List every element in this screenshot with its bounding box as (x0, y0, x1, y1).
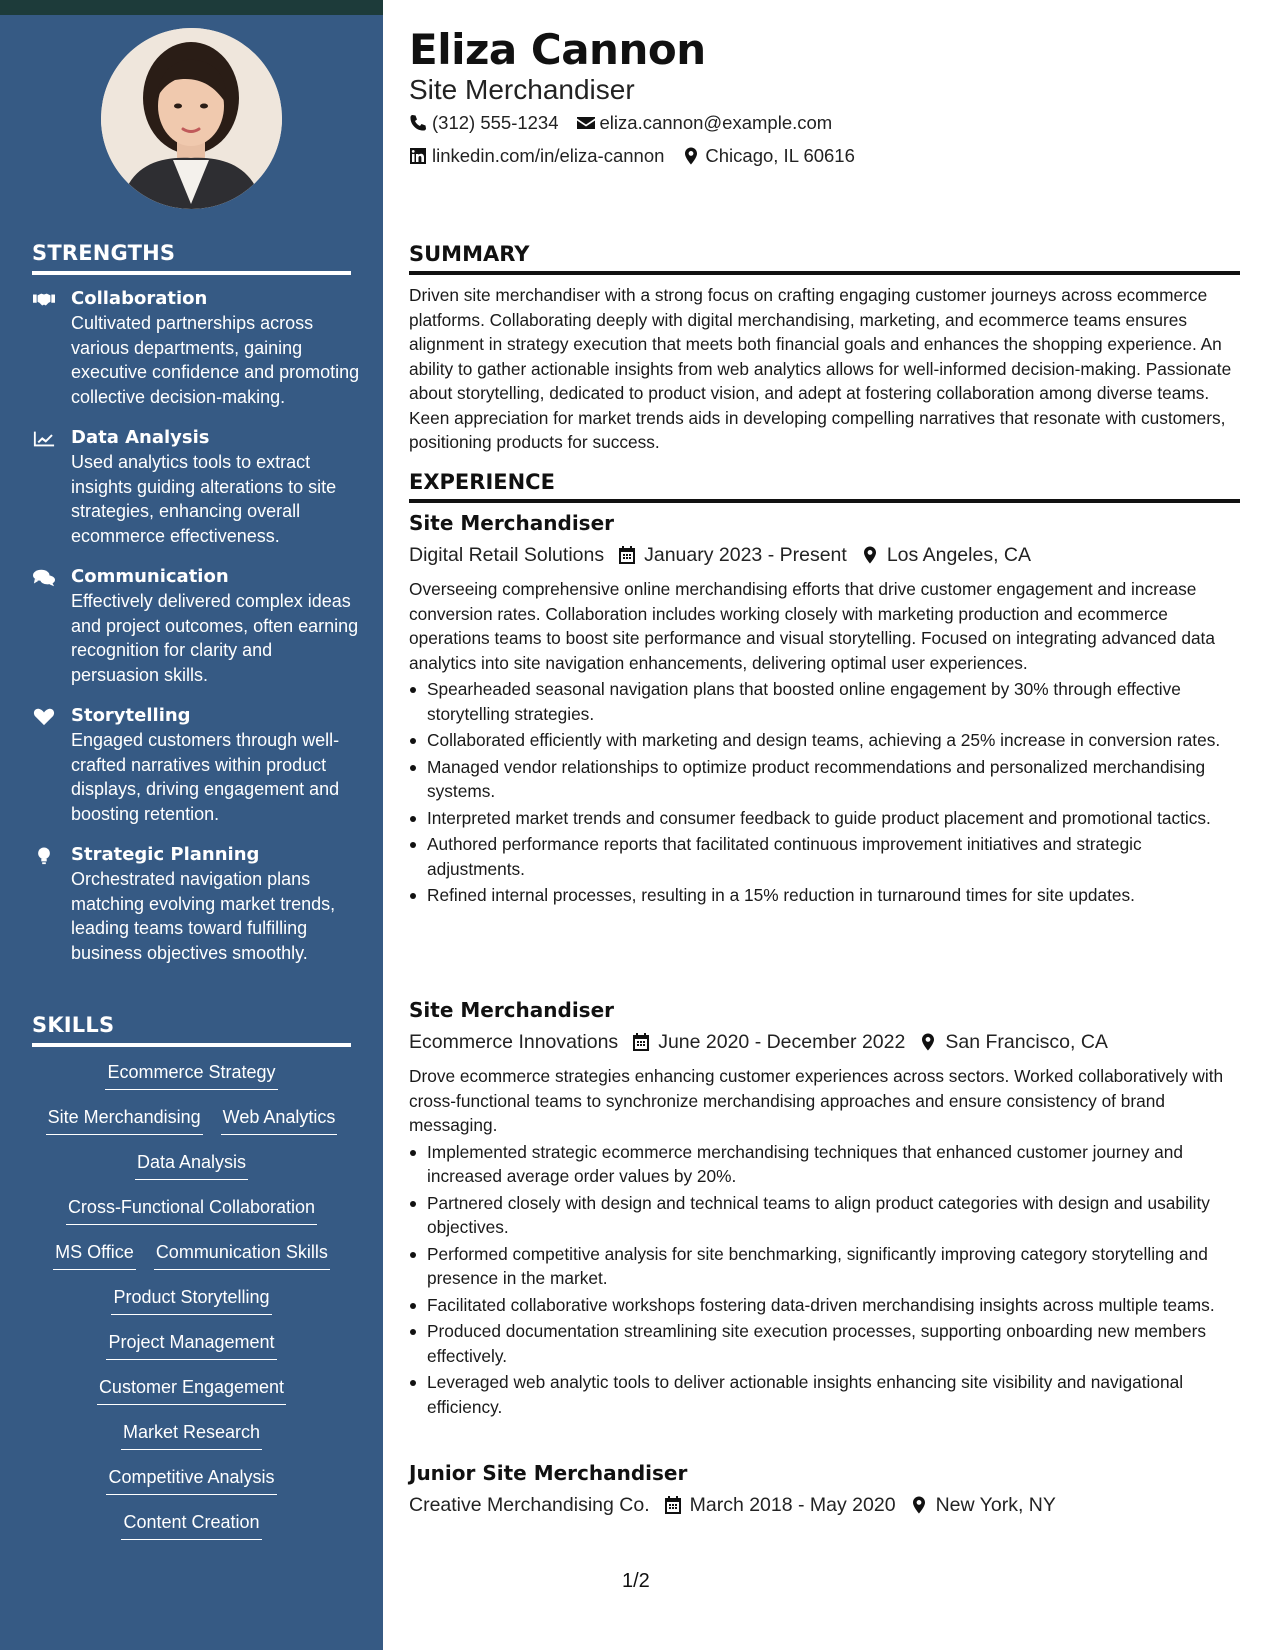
map-pin-icon (919, 1033, 937, 1051)
skill-tag: Market Research (121, 1420, 262, 1450)
contact-row (409, 112, 832, 134)
job-entry (409, 1460, 1240, 1520)
strengths-heading: STRENGTHS (32, 241, 351, 275)
list-item: Managed vendor relationships to optimize product recommendations and personalized merchandising systems. (409, 755, 1240, 804)
skill-tag: Web Analytics (221, 1105, 338, 1135)
map-pin-icon (861, 546, 879, 564)
location-text: New York, NY (935, 1494, 1056, 1516)
dates-text: March 2018 - May 2020 (689, 1494, 896, 1516)
dates-text: January 2023 - Present (644, 544, 847, 566)
list-item: Collaborated efficiently with marketing and design teams, achieving a 25% increase in conversion rates. (409, 728, 1240, 753)
list-item: Facilitated collaborative workshops fostering data-driven merchandising insights across multiple teams. (409, 1293, 1240, 1318)
strength-item (32, 287, 362, 409)
list-item: Interpreted market trends and consumer feedback to guide product placement and promotional tactics. (409, 806, 1240, 831)
job-title: Junior Site Merchandiser (409, 1461, 688, 1485)
job-company (409, 1027, 618, 1057)
job-description: Drove ecommerce strategies enhancing customer experiences across sectors. Worked collaboratively with cross-functional teams to synchronize merchandising approaches and ensure consistency of brand messaging. (409, 1066, 1224, 1135)
map-pin-icon (910, 1496, 928, 1514)
skill-tag: Content Creation (121, 1510, 261, 1540)
map-pin-icon (682, 147, 700, 165)
job-title: Site Merchandiser (409, 998, 615, 1022)
job-bullets (409, 1140, 1240, 1420)
company-text: Creative Merchandising Co. (409, 1494, 650, 1516)
list-item: Refined internal processes, resulting in a 15% reduction in turnaround times for site updates. (409, 883, 1240, 908)
skill-row (32, 1420, 351, 1465)
location-text: Chicago, IL 60616 (705, 145, 855, 166)
strength-title: Communication (71, 566, 229, 587)
strength-title: Storytelling (71, 705, 191, 726)
job-location (910, 1490, 1056, 1520)
lightbulb-icon (32, 846, 56, 866)
skill-row (32, 1195, 351, 1240)
list-item: Produced documentation streamlining site execution processes, supporting onboarding new members effectively. (409, 1319, 1240, 1368)
sidebar-top-band (0, 0, 383, 15)
company-text: Ecommerce Innovations (409, 1031, 619, 1053)
contact-linkedin[interactable] (409, 145, 664, 167)
strength-item (32, 843, 362, 965)
job-entry (409, 510, 1240, 910)
job-meta (409, 540, 1240, 570)
job-company (409, 1490, 650, 1520)
strength-item (32, 426, 362, 548)
skill-tag: Competitive Analysis (106, 1465, 276, 1495)
job-title: Site Merchandiser (409, 511, 615, 535)
company-text: Digital Retail Solutions (409, 544, 605, 566)
email-text[interactable]: eliza.cannon@example.com (599, 112, 833, 133)
heart-icon (32, 707, 56, 727)
skill-tag: Site Merchandising (46, 1105, 203, 1135)
summary-text: Driven site merchandiser with a strong focus on crafting engaging customer journeys across ecommerce platforms. Collaborating deeply with digital merchandising, marketing, and ecommerce teams ensures alignment in strategy execution that meets both financial goals and enhances the shopping experience. An ability to gather actionable insights from web analytics allows for well-informed decision-making. Passionate about storytelling, dedicated to product vision, and adept at fostering collaboration among diverse teams. Keen appreciation for market trends aids in developing compelling narratives that resonate with customers, positioning products for success. (409, 285, 1232, 452)
job-entry (409, 997, 1240, 1421)
job-meta (409, 1490, 1240, 1520)
skill-tag: Ecommerce Strategy (105, 1060, 277, 1090)
handshake-icon (32, 290, 56, 310)
location-text: San Francisco, CA (945, 1031, 1108, 1053)
skill-row (32, 1330, 351, 1375)
strength-description: Used analytics tools to extract insights guiding alterations to site strategies, enhancing overall ecommerce effectiveness. (71, 452, 337, 546)
contact-row (409, 145, 855, 167)
skill-row (32, 1510, 351, 1555)
skill-row (32, 1240, 351, 1285)
sidebar (0, 0, 383, 1650)
skill-row (32, 1465, 351, 1510)
comments-icon (32, 568, 56, 588)
job-company (409, 540, 604, 570)
job-location (861, 540, 1031, 570)
location-text: Los Angeles, CA (886, 544, 1031, 566)
page-number: 1/2 (622, 1570, 650, 1592)
calendar-icon (618, 546, 636, 564)
strength-description: Engaged customers through well-crafted narratives within product displays, driving engagement and boosting retention. (71, 730, 340, 824)
list-item: Leveraged web analytic tools to deliver actionable insights enhancing site visibility and navigational efficiency. (409, 1370, 1240, 1419)
strength-title: Data Analysis (71, 427, 210, 448)
strength-item (32, 565, 362, 687)
job-dates (618, 540, 847, 570)
strength-description: Orchestrated navigation plans matching evolving market trends, leading teams toward fulfilling business objectives smoothly. (71, 869, 336, 963)
job-description: Overseeing comprehensive online merchandising efforts that drive customer engagement and increase conversion rates. Collaboration includes working closely with marketing production and ecommerce operations teams to boost site performance and visual storytelling. Focused on integrating advanced data analytics into site navigation enhancements, delivering optimal user experiences. (409, 579, 1215, 673)
contact-location (682, 145, 854, 167)
strength-description: Effectively delivered complex ideas and project outcomes, often earning recognition for clarity and persuasion skills. (71, 591, 359, 685)
job-dates (632, 1027, 905, 1057)
list-item: Performed competitive analysis for site benchmarking, significantly improving category storytelling and presence in the market. (409, 1242, 1240, 1291)
calendar-icon (664, 1496, 682, 1514)
skill-tag: MS Office (53, 1240, 136, 1270)
contact-email[interactable] (577, 112, 833, 134)
skill-row (32, 1150, 351, 1195)
strengths-list (32, 287, 362, 982)
phone-text: (312) 555-1234 (432, 112, 559, 133)
job-dates (664, 1490, 896, 1520)
envelope-icon (577, 114, 595, 132)
chart-line-icon (32, 429, 56, 449)
summary-heading: SUMMARY (409, 242, 1240, 275)
job-meta (409, 1027, 1240, 1057)
skill-row (32, 1060, 351, 1105)
strength-item (32, 704, 362, 826)
skill-tag: Data Analysis (135, 1150, 248, 1180)
skills-heading: SKILLS (32, 1013, 351, 1047)
skill-tag: Customer Engagement (97, 1375, 286, 1405)
contact-phone (409, 112, 559, 134)
skill-row (32, 1285, 351, 1330)
dates-text: June 2020 - December 2022 (658, 1031, 906, 1053)
strength-title: Strategic Planning (71, 844, 260, 865)
strength-title: Collaboration (71, 288, 208, 309)
skill-tag: Product Storytelling (111, 1285, 271, 1315)
linkedin-text[interactable]: linkedin.com/in/eliza-cannon (432, 145, 665, 166)
experience-heading: EXPERIENCE (409, 470, 1240, 503)
skill-tag: Cross-Functional Collaboration (66, 1195, 317, 1225)
strength-description: Cultivated partnerships across various departments, gaining executive confidence and promoting collective decision-making. (71, 313, 360, 407)
skills-list (32, 1060, 351, 1555)
profile-photo (101, 28, 282, 209)
job-location (919, 1027, 1108, 1057)
list-item: Partnered closely with design and technical teams to align product categories with design and usability objectives. (409, 1191, 1240, 1240)
calendar-icon (632, 1033, 650, 1051)
list-item: Authored performance reports that facilitated continuous improvement initiatives and strategic adjustments. (409, 832, 1240, 881)
skill-row (32, 1105, 351, 1150)
skill-row (32, 1375, 351, 1420)
skill-tag: Project Management (106, 1330, 276, 1360)
job-bullets (409, 677, 1240, 908)
list-item: Implemented strategic ecommerce merchandising techniques that enhanced customer journey and increased average order values by 20%. (409, 1140, 1240, 1189)
profile-photo-illustration (101, 28, 282, 209)
list-item: Spearheaded seasonal navigation plans that boosted online engagement by 30% through effective storytelling strategies. (409, 677, 1240, 726)
linkedin-icon (409, 147, 427, 165)
skill-tag: Communication Skills (154, 1240, 330, 1270)
phone-icon (409, 114, 427, 132)
candidate-title: Site Merchandiser (409, 74, 635, 105)
candidate-name: Eliza Cannon (409, 25, 706, 74)
